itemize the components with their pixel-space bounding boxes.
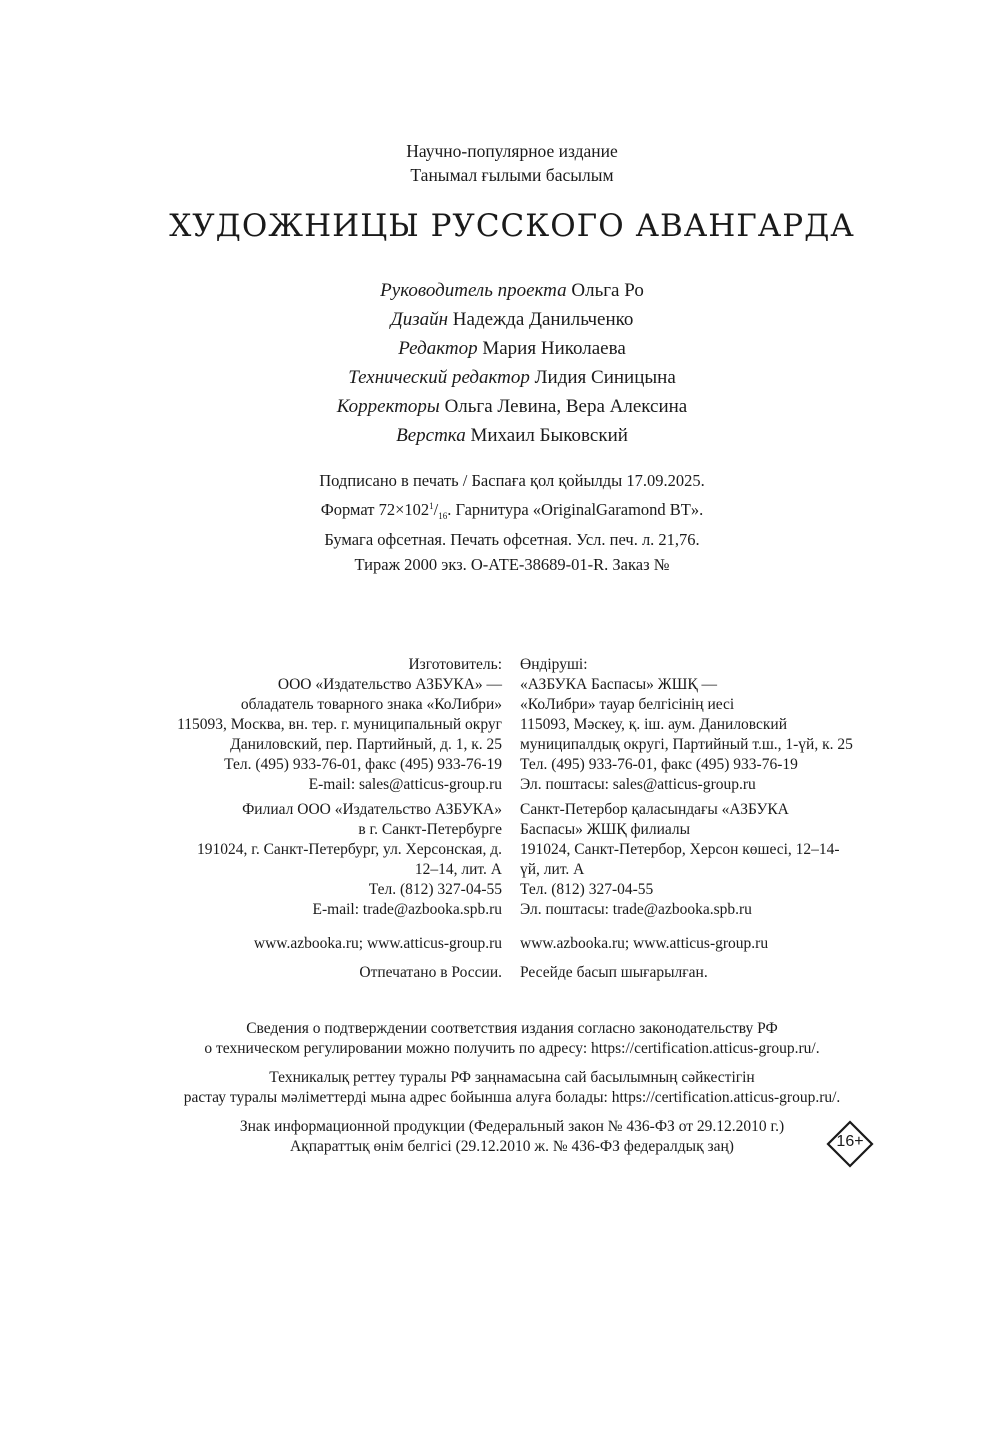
- manufacturer-row: [0, 655, 986, 800]
- manufacturer-kz: Өндіруші: «АЗБУКА Баспасы» ЖШҚ — «КоЛибри» тауар белгісінің иесі 115093, Мәскеу, қ. іш. аум. Даниловский муниципалдық округі, Партийный т.ш., 1-үй, к. 25 Тел. (495) 933-76-01, факс (495) 933-76-19 Эл. поштасы: sales@atticus-group.ru: [520, 655, 900, 795]
- credit-role: Руководитель проекта: [380, 280, 567, 301]
- edition-type-kz: Танымал ғылыми басылым: [410, 165, 614, 185]
- websites-kz: www.azbooka.ru; www.atticus-group.ru: [520, 935, 769, 952]
- manufacturer-ru: Изготовитель: ООО «Издательство АЗБУКА» — обладатель товарного знака «КоЛибри» 115093, Москва, вн. тер. г. муниципальный округ Даниловский, пер. Партийный, д. 1, к. 25 Тел. (495) 933-76-01, факс (495) 933-76-19 E-mail: sales@atticus-group.ru: [122, 655, 502, 795]
- credits: [0, 276, 986, 450]
- print-info: [0, 469, 986, 577]
- info-product-sign: Знак информационной продукции (Федеральный закон № 436-ФЗ от 29.12.2010 г.) Ақпараттық өнім белгісі (29.12.2010 ж. № 436-ФЗ федералдық заң): [239, 1118, 785, 1155]
- branch-email-ru: E-mail: trade@azbooka.spb.ru: [312, 901, 502, 918]
- publisher-info: [0, 655, 986, 987]
- credit-line: [0, 276, 986, 305]
- websites-row: [0, 934, 986, 963]
- manufacturer-email-ru: E-mail: sales@atticus-group.ru: [308, 776, 502, 793]
- credit-line: [0, 363, 986, 392]
- credit-role: Корректоры: [336, 396, 440, 417]
- print-run: Тираж 2000 экз. О-АТЕ-38689-01-R. Заказ №: [354, 554, 670, 574]
- print-format: Формат $72\times 102^1/_{16}$. Гарнитура «OriginalGaramond BT».: [320, 499, 704, 521]
- print-date: Подписано в печать / Баспаға қол қойылды 17.09.2025.: [319, 471, 705, 490]
- age-rating-badge: [826, 1120, 874, 1168]
- printed-in-row: [0, 963, 986, 987]
- certification-kz: Техникалық реттеу туралы РФ заңнамасына сай басылымның сәйкестігін растау туралы мәліметтерді мына адрес бойынша алуға болады: https://certification.atticus-group.ru/.: [183, 1069, 841, 1106]
- age-rating-label: 16+: [836, 1133, 864, 1150]
- credit-name: Надежда Данильченко: [452, 309, 634, 330]
- credit-line: [0, 305, 986, 334]
- branch-ru: Филиал ООО «Издательство АЗБУКА» в г. Санкт-Петербурге 191024, г. Санкт-Петербург, ул. Херсонская, д. 12–14, лит. А Тел. (812) 327-04-55 E-mail: trade@azbooka.spb.ru: [122, 800, 502, 920]
- credit-name: Ольга Ро: [571, 280, 644, 301]
- credit-role: Редактор: [398, 338, 478, 359]
- credit-name: Ольга Левина, Вера Алексина: [444, 396, 688, 417]
- credit-role: Дизайн: [390, 309, 449, 330]
- credit-line: [0, 392, 986, 421]
- printed-in-ru: Отпечатано в России.: [359, 964, 502, 981]
- book-title: ХУДОЖНИЦЫ РУССКОГО АВАНГАРДА: [169, 208, 855, 244]
- branch-email-kz: Эл. поштасы: trade@azbooka.spb.ru: [520, 901, 752, 918]
- credit-line: [0, 421, 986, 450]
- credit-role: Технический редактор: [348, 367, 530, 388]
- websites-ru: www.azbooka.ru; www.atticus-group.ru: [253, 935, 502, 952]
- certification-ru: Сведения о подтверждении соответствия издания согласно законодательству РФ о техническом регулировании можно получить по адресу: https://certification.atticus-group.ru/.: [204, 1020, 820, 1057]
- printed-in-kz: Ресейде басып шығарылған.: [520, 964, 708, 981]
- credit-role: Верстка: [396, 425, 466, 446]
- credit-name: Михаил Быковский: [470, 425, 628, 446]
- print-paper: Бумага офсетная. Печать офсетная. Усл. печ. л. 21,76.: [324, 530, 700, 549]
- branch-row: [0, 800, 986, 934]
- credit-line: [0, 334, 986, 363]
- edition-type: [0, 139, 986, 187]
- manufacturer-email-kz: Эл. поштасы: sales@atticus-group.ru: [520, 776, 756, 793]
- branch-kz: Санкт-Петербор қаласындағы «АЗБУКА Баспасы» ЖШҚ филиалы 191024, Санкт-Петербор, Херсон көшесі, 12–14- үй, лит. А Тел. (812) 327-04-55 Эл. поштасы: trade@azbooka.spb.ru: [520, 800, 900, 920]
- credit-name: Лидия Синицына: [534, 367, 676, 388]
- credit-name: Мария Николаева: [482, 338, 626, 359]
- edition-type-ru: Научно-популярное издание: [406, 141, 618, 161]
